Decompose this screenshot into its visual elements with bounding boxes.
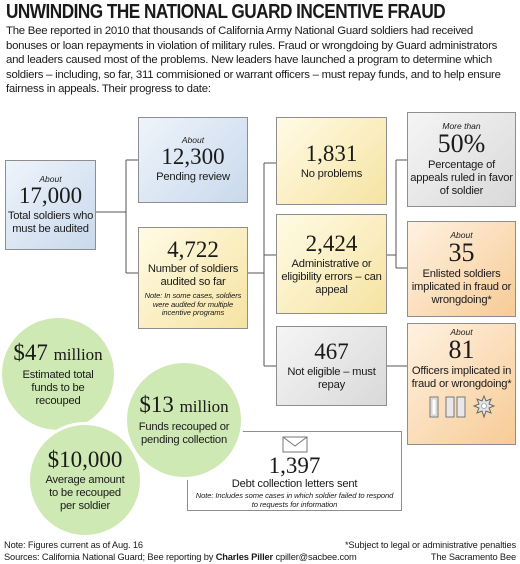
total-funds-amount-line [13,341,102,367]
page-title: UNWINDING THE NATIONAL GUARD INCENTIVE FRAUD [6,1,446,23]
recouped-unit: million [179,397,229,416]
officer-oak-leaf-insignia-icon [473,395,495,419]
officer-bar-insignia-icon [445,396,467,418]
enlisted-box [407,221,516,317]
total-label: Total soldiers who must be audited [7,209,94,235]
recouped-circle [124,360,244,480]
pending-label: Pending review [156,171,230,183]
appeals-label: Percentage of appeals ruled in favor of soldier [410,158,513,197]
intro-text: The Bee reported in 2010 that thousands of California Army National Guard soldiers had received bonuses or loan repayments in violation of military rules. Fraud or wrongdoing by Guard administrators and leaders caused most of the problems. New leaders have launched a program to determine which soldiers – including, so far, 311 commisioned or warrant officers – must repay funds, and to help ensure fairness in appeals. Their progress to date: [6,25,501,96]
reporter-name: Charles Piller [215,552,274,562]
sources-line [4,552,357,563]
appeals-box [407,112,516,207]
no-problems-value: 1,831 [305,140,358,166]
total-funds-circle [2,318,114,430]
officer-insignia-row [429,395,495,419]
pending-qualifier: About [181,135,205,145]
audited-value: 4,722 [167,237,219,263]
letters-label: Debt collection letters sent [231,478,358,490]
sources-prefix: Sources: California National Guard; Bee reporting by [4,552,216,562]
officers-qualifier: About [450,327,473,337]
average-label: Average amount to be recouped per soldier [45,473,125,512]
no-problems-label: No problems [300,167,363,180]
appeals-qualifier: More than [442,120,481,131]
total-funds-amount: $47 [13,339,48,365]
pending-review-box [138,117,248,203]
audited-label: Number of soldiers audited so far [147,263,239,289]
errors-value: 2,424 [305,230,358,256]
reporter-email[interactable]: cpiller@sacbee.com [273,552,357,562]
not-eligible-label: Not eligible – must repay [287,366,376,391]
officers-label: Officers implicated in fraud or wrongdoing* [411,365,512,390]
officers-value: 81 [448,335,475,364]
asterisk-note: *Subject to legal or administrative penalties [344,540,516,550]
pending-value: 12,300 [161,144,225,169]
total-value: 17,000 [18,182,83,208]
enlisted-label: Enlisted soldiers implicated in fraud or wrongdoing* [411,268,512,306]
no-problems-box [276,117,387,205]
audited-note: Note: In some cases, soldiers were audited for multiple incentive programs [144,291,242,318]
figures-note: Note: Figures current as of Aug. 16 [4,540,143,550]
officer-bar-insignia-icon [429,396,439,418]
errors-box [276,214,387,314]
publisher-credit: The Sacramento Bee [430,552,516,562]
letters-note: Note: Includes some cases in which soldier failed to respond to requests for information [195,491,394,509]
errors-label: Administrative or eligibility errors – can appeal [281,257,382,296]
average-amount: $10,000 [47,446,123,472]
audited-box [138,227,248,329]
total-soldiers-box [5,160,96,250]
total-funds-label: Estimated total funds to be recouped [22,368,94,407]
recouped-label: Funds recouped or pending collection [138,421,230,446]
not-eligible-box [276,326,387,406]
enlisted-value: 35 [448,238,475,267]
appeals-value: 50% [437,128,486,158]
not-eligible-value: 467 [314,339,349,364]
officers-box [407,323,516,445]
enlisted-qualifier: About [450,230,473,240]
recouped-amount: $13 [139,392,174,417]
total-qualifier: About [39,173,62,184]
average-circle [27,422,143,538]
total-funds-unit: million [53,344,103,364]
recouped-amount-line [139,393,228,419]
envelope-icon [282,436,308,453]
letters-value: 1,397 [268,453,321,478]
